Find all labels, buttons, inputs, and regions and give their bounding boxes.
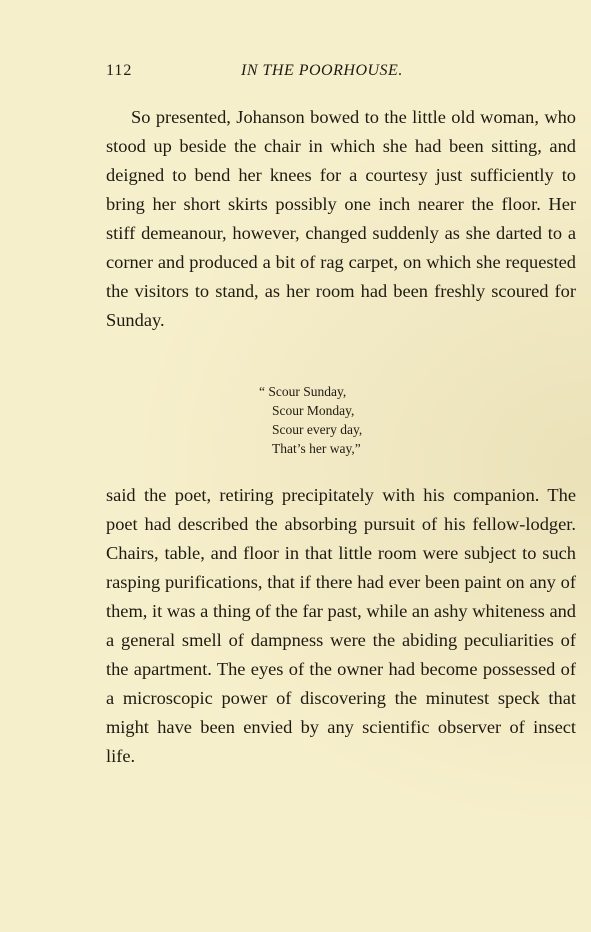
verse-line-3: Scour every day, [272,422,363,437]
verse-quote [259,382,362,458]
running-title: IN THE POORHOUSE. [241,62,403,79]
page-header [106,62,576,86]
verse-line-4: That’s her way,” [272,441,361,456]
paragraph-2: said the poet, retiring precipitately with his companion. The poet had described the absorbing pursuit of his fellow-lodger. Chairs, table, and floor in that little room were subject to such rasping purifications, that if there had ever been paint on any of them, it was a thing of the far past, while an ashy whiteness and a general smell of dampness were the abiding peculiarities of the apartment. The eyes of the owner had become possessed of a microscopic power of discovering the minutest speck that might have been envied by any scientific observer of insect life. [106,485,576,766]
verse-line-1: “ Scour Sunday, [259,384,347,399]
paragraph-1: So presented, Johanson bowed to the little old woman, who stood up beside the chair in which she had been sitting, and deigned to bend her knees for a courtesy just sufficiently to bring her short skirts possibly one inch nearer the floor. Her stiff demeanour, however, changed suddenly as she darted to a corner and produced a bit of rag carpet, on which she requested the visitors to stand, as her room had been freshly scoured for Sunday. [106,107,576,330]
verse-line-2: Scour Monday, [272,403,355,418]
page-number: 112 [106,62,133,79]
